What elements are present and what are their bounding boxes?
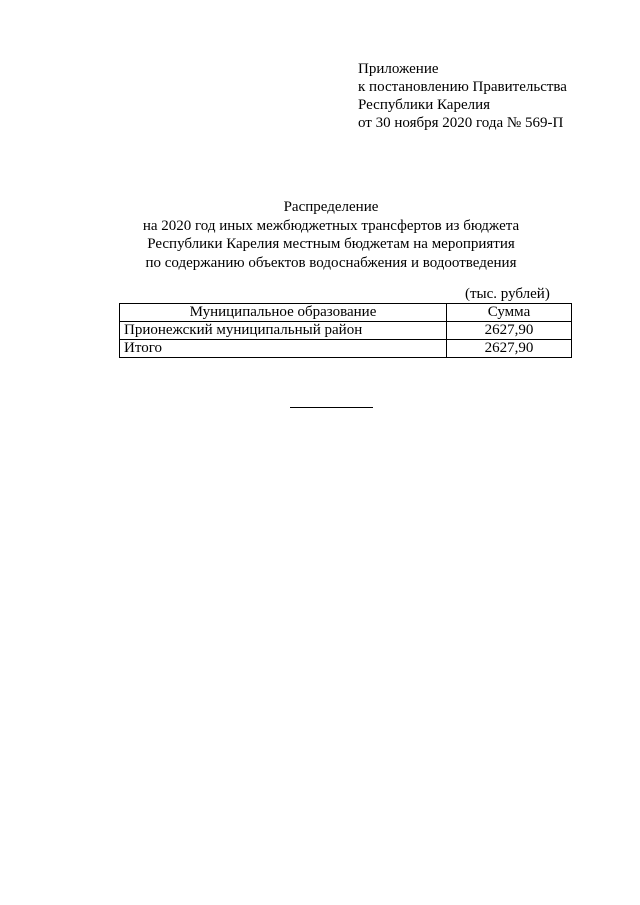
title-line: Республики Карелия местным бюджетам на мероприятия [147,236,515,252]
appendix-line: к постановлению Правительства [358,79,567,95]
appendix-line: Приложение [358,61,439,77]
title-line: Распределение [283,199,379,215]
title-line: на 2020 год иных межбюджетных трансфертов из бюджета [142,217,520,234]
document-title [0,198,640,272]
header-municipality: Муниципальное образование [120,304,447,322]
cell-municipality: Прионежский муниципальный район [120,322,447,340]
cell-sum: 2627,90 [447,322,572,340]
table-row [120,322,572,340]
cell-total-sum: 2627,90 [447,340,572,358]
distribution-table [119,303,572,358]
closing-divider [290,407,373,408]
table-total-row [120,340,572,358]
header-sum: Сумма [447,304,572,322]
cell-total-label: Итого [120,340,447,358]
unit-label: (тыс. рублей) [465,286,550,302]
table-header-row [120,304,572,322]
appendix-line: Республики Карелия [358,97,491,113]
appendix-line: от 30 ноября 2020 года № 569-П [358,115,564,131]
title-line: по содержанию объектов водоснабжения и водоотведения [145,254,517,271]
appendix-block [358,60,567,132]
